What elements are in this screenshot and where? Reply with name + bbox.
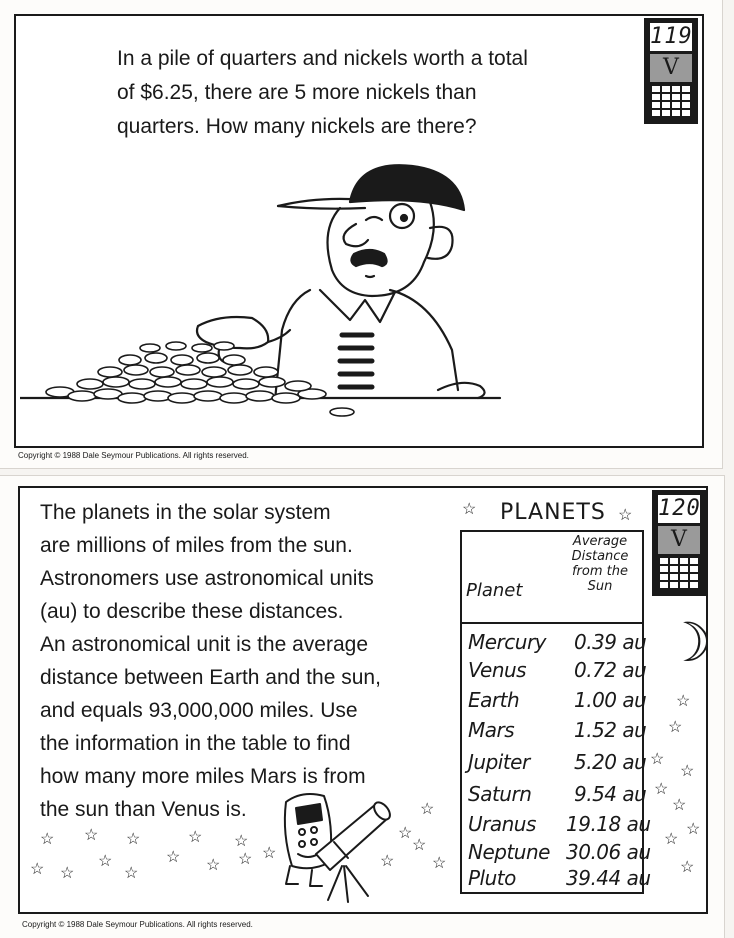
planet-name-venus: Venus [468, 658, 527, 682]
problem-line: An astronomical unit is the average [40, 633, 369, 656]
problem-text [40, 496, 460, 826]
planet-name-uranus: Uranus [468, 812, 536, 836]
calculator-icon [660, 558, 698, 588]
star-icon: ☆ [380, 853, 395, 870]
planet-distance-earth: 1.00 au [574, 688, 647, 712]
planet-distance-venus: 0.72 au [574, 658, 647, 682]
star-icon: ☆ [30, 861, 45, 878]
star-icon: ☆ [262, 845, 277, 862]
telescope-character-illustration [272, 784, 402, 904]
problem-line: are millions of miles from the sun. [40, 534, 353, 557]
planet-name-jupiter: Jupiter [468, 750, 530, 774]
problem-line: of $6.25, there are 5 more nickels than [117, 81, 477, 104]
column-header-distance [558, 534, 642, 594]
planets-table [460, 530, 651, 894]
header-line: Average [572, 534, 628, 549]
planet-name-mercury: Mercury [468, 630, 547, 654]
star-icon: ☆ [206, 857, 221, 874]
problem-text [117, 42, 637, 144]
star-icon: ☆ [654, 781, 669, 798]
table-header-divider [462, 622, 642, 624]
problem-line: The planets in the solar system [40, 501, 331, 524]
star-icon: ☆ [680, 763, 695, 780]
problem-card-120 [0, 476, 724, 938]
star-icon: ☆ [618, 507, 633, 524]
planet-name-mars: Mars [468, 718, 515, 742]
planet-name-pluto: Pluto [468, 866, 516, 890]
star-icon: ☆ [60, 865, 75, 882]
planet-name-saturn: Saturn [468, 782, 532, 806]
planet-distance-pluto: 39.44 au [566, 866, 651, 890]
copyright-notice: Copyright © 1988 Dale Seymour Publications. All rights reserved. [18, 451, 249, 460]
header-line: Distance [571, 549, 629, 564]
star-icon: ☆ [680, 859, 695, 876]
problem-number-badge [644, 18, 698, 124]
planet-name-earth: Earth [468, 688, 520, 712]
table-title: PLANETS [500, 500, 606, 525]
problem-line: In a pile of quarters and nickels worth a total [117, 47, 528, 70]
moon-icon: ☽ [664, 611, 713, 674]
calculator-icon [652, 86, 690, 116]
planet-distance-mercury: 0.39 au [574, 630, 647, 654]
problem-number: 120 [658, 496, 701, 521]
header-line: Sun [587, 579, 613, 594]
star-icon: ☆ [124, 865, 139, 882]
star-icon: ☆ [398, 825, 413, 842]
star-icon: ☆ [238, 851, 253, 868]
star-icon: ☆ [462, 501, 477, 518]
header-line: from the [571, 564, 628, 579]
difficulty-level: V [650, 54, 692, 82]
copyright-notice: Copyright © 1988 Dale Seymour Publications. All rights reserved. [22, 920, 253, 929]
problem-line: quarters. How many nickels are there? [117, 115, 477, 138]
problem-number: 119 [650, 24, 693, 49]
star-icon: ☆ [84, 827, 99, 844]
planet-distance-jupiter: 5.20 au [574, 750, 647, 774]
star-icon: ☆ [650, 751, 665, 768]
star-icon: ☆ [672, 797, 687, 814]
star-icon: ☆ [420, 801, 435, 818]
problem-line: the sun than Venus is. [40, 798, 247, 821]
problem-line: the information in the table to find [40, 732, 351, 755]
problem-line: and equals 93,000,000 miles. Use [40, 699, 358, 722]
planet-name-neptune: Neptune [468, 840, 550, 864]
planet-distance-neptune: 30.06 au [566, 840, 651, 864]
planet-distance-uranus: 19.18 au [566, 812, 651, 836]
star-icon: ☆ [412, 837, 427, 854]
problem-line: (au) to describe these distances. [40, 600, 344, 623]
man-counting-coins-illustration [20, 150, 520, 440]
star-icon: ☆ [166, 849, 181, 866]
problem-card-119 [0, 0, 722, 468]
planet-distance-saturn: 9.54 au [574, 782, 647, 806]
star-icon: ☆ [98, 853, 113, 870]
problem-line: Astronomers use astronomical units [40, 567, 374, 590]
star-icon: ☆ [676, 693, 691, 710]
star-icon: ☆ [126, 831, 141, 848]
planet-distance-mars: 1.52 au [574, 718, 647, 742]
problem-line: distance between Earth and the sun, [40, 666, 381, 689]
problem-number-badge [652, 490, 706, 596]
star-icon: ☆ [668, 719, 683, 736]
star-icon: ☆ [40, 831, 55, 848]
difficulty-level: V [658, 526, 700, 554]
star-icon: ☆ [686, 821, 701, 838]
column-header-planet: Planet [466, 580, 523, 601]
problem-line: how many more miles Mars is from [40, 765, 366, 788]
star-icon: ☆ [234, 833, 249, 850]
star-icon: ☆ [664, 831, 679, 848]
star-icon: ☆ [432, 855, 447, 872]
star-icon: ☆ [188, 829, 203, 846]
